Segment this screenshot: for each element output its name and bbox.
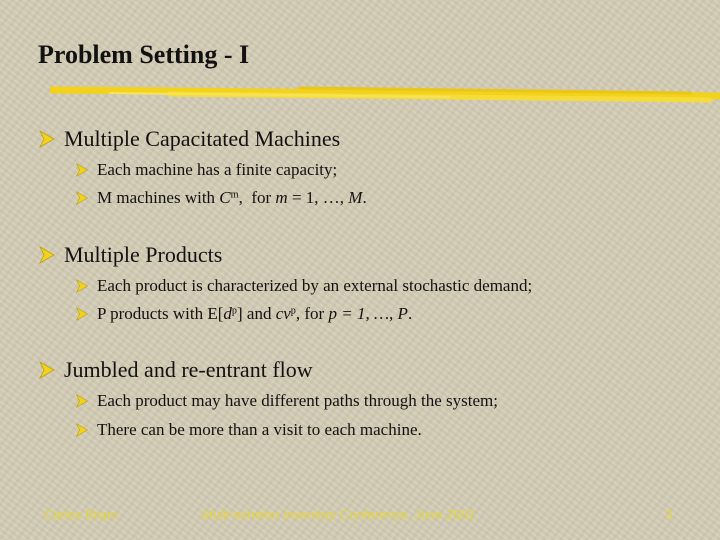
title-underline-brush xyxy=(50,80,720,108)
arrow-bullet-icon xyxy=(75,191,89,205)
machines-count-item: M machines with $C^m$, for m = 1, …, M. xyxy=(75,188,367,208)
products-demand-item: Each product is characterized by an external stochastic demand; xyxy=(75,276,532,296)
arrow-bullet-icon xyxy=(75,307,89,321)
footer-page-number: 3 xyxy=(665,507,673,522)
arrow-bullet-icon xyxy=(75,163,89,177)
arrow-bullet-icon xyxy=(38,246,56,264)
section-machines-heading: Multiple Capacitated Machines xyxy=(38,126,340,152)
flow-visits-item: There can be more than a visit to each machine. xyxy=(75,420,422,440)
arrow-bullet-icon xyxy=(38,361,56,379)
footer-event: Multi-echelon Inventory Conference, June 2001 xyxy=(202,507,476,522)
products-count-item: P products with $E[d^p]$ and $cv^p$, for p = 1, …, P. xyxy=(75,304,412,324)
section-flow-heading: Jumbled and re-entrant flow xyxy=(38,357,313,383)
arrow-bullet-icon xyxy=(75,279,89,293)
section-products-heading: Multiple Products xyxy=(38,242,222,268)
footer-author: Carlos Bispo xyxy=(44,507,118,522)
arrow-bullet-icon xyxy=(75,423,89,437)
flow-paths-item: Each product may have different paths through the system; xyxy=(75,391,498,411)
arrow-bullet-icon xyxy=(75,394,89,408)
arrow-bullet-icon xyxy=(38,130,56,148)
machines-capacity-item: Each machine has a finite capacity; xyxy=(75,160,337,180)
slide-title: Problem Setting - I xyxy=(38,40,250,69)
